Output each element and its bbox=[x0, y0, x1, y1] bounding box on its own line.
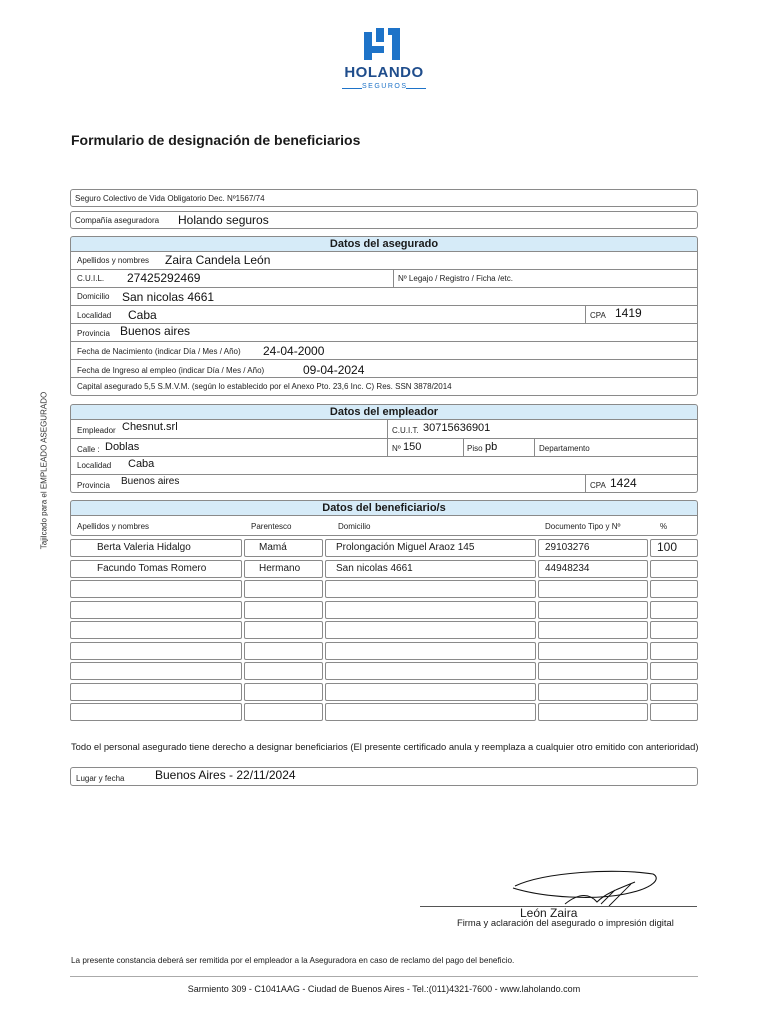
asegurado-capital-row bbox=[70, 378, 698, 396]
empleador-numero-value: 150 bbox=[403, 441, 422, 453]
beneficiario-parentesco-cell[interactable] bbox=[244, 539, 323, 557]
seguro-label: Seguro Colectivo de Vida Obligatorio Dec. Nº1567/74 bbox=[75, 194, 265, 203]
asegurado-header: Datos del asegurado bbox=[70, 236, 698, 252]
beneficiario-domicilio-cell[interactable] bbox=[325, 560, 536, 578]
empleador-piso-value: pb bbox=[485, 441, 498, 453]
asegurado-cpa-label: CPA bbox=[590, 311, 606, 320]
logo-subtitle: SEGUROS bbox=[362, 83, 408, 90]
beneficiario-documento-cell[interactable] bbox=[538, 539, 648, 557]
beneficiario-nombres-value: Facundo Tomas Romero bbox=[97, 563, 207, 574]
empleador-piso-label: Piso bbox=[467, 444, 483, 453]
beneficiario-domicilio-value: Prolongación Miguel Araoz 145 bbox=[336, 542, 475, 553]
compania-value: Holando seguros bbox=[178, 213, 269, 227]
beneficiario-nombres-cell[interactable] bbox=[70, 539, 242, 557]
beneficiario-documento-value: 44948234 bbox=[545, 563, 590, 574]
beneficiario-porcentaje-cell[interactable] bbox=[650, 662, 698, 680]
asegurado-nombres-label: Apellidos y nombres bbox=[77, 256, 150, 265]
form-title: Formulario de designación de beneficiarios bbox=[71, 132, 361, 148]
asegurado-ingreso-value: 09-04-2024 bbox=[303, 363, 365, 377]
beneficiario-nombres-cell[interactable] bbox=[70, 580, 242, 598]
side-vertical-text: Tajilcado para el EMPLEADO ASEGURADO bbox=[39, 391, 49, 550]
beneficiario-nombres-cell[interactable] bbox=[70, 560, 242, 578]
empleador-cuit-label: C.U.I.T. bbox=[392, 426, 419, 435]
col-parentesco: Parentesco bbox=[251, 522, 292, 531]
empleador-localidad-value: Caba bbox=[128, 458, 155, 470]
empleador-calle-label: Calle : bbox=[77, 445, 100, 454]
beneficiario-documento-cell[interactable] bbox=[538, 621, 648, 639]
asegurado-localidad-row[interactable] bbox=[70, 306, 698, 324]
beneficiario-documento-value: 29103276 bbox=[545, 542, 590, 553]
empleador-nombre-row[interactable] bbox=[70, 420, 698, 439]
beneficiario-parentesco-cell[interactable] bbox=[244, 580, 323, 598]
lugar-fecha-value: Buenos Aires - 22/11/2024 bbox=[155, 768, 296, 782]
empleador-numero-label: Nº bbox=[392, 444, 401, 453]
beneficiario-porcentaje-value: 100 bbox=[657, 540, 678, 554]
logo-name: HOLANDO bbox=[344, 64, 424, 81]
beneficiario-domicilio-cell[interactable] bbox=[325, 642, 536, 660]
beneficiario-documento-cell[interactable] bbox=[538, 580, 648, 598]
beneficiario-domicilio-cell[interactable] bbox=[325, 662, 536, 680]
seguro-field bbox=[70, 189, 698, 207]
asegurado-localidad-value: Caba bbox=[128, 308, 157, 322]
beneficiario-domicilio-cell[interactable] bbox=[325, 621, 536, 639]
beneficiario-domicilio-cell[interactable] bbox=[325, 683, 536, 701]
empleador-calle-value: Doblas bbox=[105, 441, 140, 453]
beneficiario-parentesco-cell[interactable] bbox=[244, 560, 323, 578]
holando-logo-mark bbox=[362, 26, 404, 62]
asegurado-cuil-row[interactable] bbox=[70, 270, 698, 288]
beneficiario-nombres-cell[interactable] bbox=[70, 683, 242, 701]
empleador-calle-row[interactable] bbox=[70, 439, 698, 457]
beneficiario-nombres-cell[interactable] bbox=[70, 703, 242, 721]
notice-text: Todo el personal asegurado tiene derecho a designar beneficiarios (El presente certificado anula y reemplaza a cualquier otro emitido con anterioridad) bbox=[71, 741, 699, 752]
signature-drawing bbox=[505, 864, 665, 912]
asegurado-nombres-value: Zaira Candela León bbox=[165, 253, 271, 267]
beneficiario-porcentaje-cell[interactable] bbox=[650, 621, 698, 639]
asegurado-capital-label: Capital asegurado 5,5 S.M.V.M. (según lo establecido por el Anexo Pto. 23,6 Inc. C) Res. SSN 3878/2014 bbox=[77, 382, 452, 391]
beneficiario-documento-cell[interactable] bbox=[538, 683, 648, 701]
asegurado-legajo-label: Nº Legajo / Registro / Ficha /etc. bbox=[398, 274, 513, 283]
beneficiario-porcentaje-cell[interactable] bbox=[650, 539, 698, 557]
empleador-provincia-row[interactable] bbox=[70, 475, 698, 493]
col-porcentaje: % bbox=[660, 522, 668, 531]
empleador-localidad-label: Localidad bbox=[77, 461, 112, 470]
beneficiario-documento-cell[interactable] bbox=[538, 560, 648, 578]
asegurado-domicilio-value: San nicolas 4661 bbox=[122, 290, 215, 304]
beneficiario-documento-cell[interactable] bbox=[538, 703, 648, 721]
col-domicilio: Domicilio bbox=[338, 522, 371, 531]
beneficiario-parentesco-value: Hermano bbox=[259, 563, 301, 574]
compania-label: Compañía aseguradora bbox=[75, 216, 160, 225]
empleador-cuit-value: 30715636901 bbox=[423, 422, 491, 434]
lugar-fecha-field[interactable] bbox=[70, 767, 698, 786]
asegurado-provincia-row[interactable] bbox=[70, 324, 698, 342]
empleador-provincia-label: Provincia bbox=[77, 481, 110, 490]
signature-name: León Zaira bbox=[520, 906, 578, 920]
asegurado-provincia-value: Buenos aires bbox=[120, 324, 191, 338]
empleador-cpa-value: 1424 bbox=[610, 476, 637, 490]
col-nombres: Apellidos y nombres bbox=[77, 522, 150, 531]
company-logo bbox=[334, 26, 434, 96]
asegurado-nombres-row[interactable] bbox=[70, 252, 698, 270]
beneficiario-parentesco-cell[interactable] bbox=[244, 601, 323, 619]
beneficiario-parentesco-cell[interactable] bbox=[244, 642, 323, 660]
empleador-cpa-label: CPA bbox=[590, 481, 606, 490]
beneficiario-nombres-value: Berta Valeria Hidalgo bbox=[97, 542, 191, 553]
asegurado-domicilio-row[interactable] bbox=[70, 288, 698, 306]
asegurado-ingreso-label: Fecha de Ingreso al empleo (indicar Día / Mes / Año) bbox=[77, 366, 265, 375]
beneficiario-domicilio-cell[interactable] bbox=[325, 580, 536, 598]
beneficiario-porcentaje-cell[interactable] bbox=[650, 601, 698, 619]
beneficiario-parentesco-cell[interactable] bbox=[244, 621, 323, 639]
beneficiario-documento-cell[interactable] bbox=[538, 642, 648, 660]
asegurado-localidad-label: Localidad bbox=[77, 311, 112, 320]
asegurado-cuil-value: 27425292469 bbox=[127, 271, 201, 285]
empleador-localidad-row[interactable] bbox=[70, 457, 698, 475]
asegurado-nacimiento-value: 24-04-2000 bbox=[263, 344, 325, 358]
asegurado-cpa-value: 1419 bbox=[615, 306, 642, 320]
beneficiario-domicilio-cell[interactable] bbox=[325, 539, 536, 557]
beneficiario-documento-cell[interactable] bbox=[538, 601, 648, 619]
asegurado-cuil-label: C.U.I.L. bbox=[77, 274, 105, 283]
asegurado-ingreso-row[interactable] bbox=[70, 360, 698, 378]
signature-caption: Firma y aclaración del asegurado o impresión digital bbox=[457, 917, 674, 928]
beneficiario-porcentaje-cell[interactable] bbox=[650, 642, 698, 660]
beneficiario-nombres-cell[interactable] bbox=[70, 642, 242, 660]
lugar-fecha-label: Lugar y fecha bbox=[76, 774, 125, 783]
col-documento: Documento Tipo y Nº bbox=[545, 522, 621, 531]
beneficiario-nombres-cell[interactable] bbox=[70, 621, 242, 639]
beneficiario-porcentaje-cell[interactable] bbox=[650, 703, 698, 721]
beneficiario-porcentaje-cell[interactable] bbox=[650, 560, 698, 578]
asegurado-provincia-label: Provincia bbox=[77, 329, 110, 338]
beneficiario-nombres-cell[interactable] bbox=[70, 662, 242, 680]
beneficiario-porcentaje-cell[interactable] bbox=[650, 683, 698, 701]
asegurado-nacimiento-row[interactable] bbox=[70, 342, 698, 360]
compania-field[interactable] bbox=[70, 211, 698, 229]
empleador-header: Datos del empleador bbox=[70, 404, 698, 420]
empleador-value: Chesnut.srl bbox=[122, 421, 178, 433]
empleador-depto-label: Departamento bbox=[539, 444, 590, 453]
empleador-provincia-value: Buenos aires bbox=[121, 476, 180, 487]
beneficiario-header: Datos del beneficiario/s bbox=[70, 500, 698, 516]
beneficiario-porcentaje-cell[interactable] bbox=[650, 580, 698, 598]
footer-divider bbox=[70, 976, 698, 977]
asegurado-nacimiento-label: Fecha de Nacimiento (indicar Día / Mes / Año) bbox=[77, 347, 241, 356]
beneficiario-parentesco-cell[interactable] bbox=[244, 683, 323, 701]
beneficiario-domicilio-cell[interactable] bbox=[325, 601, 536, 619]
footer-note: La presente constancia deberá ser remitida por el empleador a la Aseguradora en caso de reclamo del pago del beneficio. bbox=[71, 956, 515, 965]
beneficiario-parentesco-cell[interactable] bbox=[244, 703, 323, 721]
footer-address: Sarmiento 309 - C1041AAG - Ciudad de Buenos Aires - Tel.:(011)4321-7600 - www.laholando.com bbox=[187, 984, 581, 994]
beneficiario-domicilio-value: San nicolas 4661 bbox=[336, 563, 413, 574]
beneficiario-documento-cell[interactable] bbox=[538, 662, 648, 680]
empleador-label: Empleador bbox=[77, 426, 116, 435]
beneficiario-parentesco-value: Mamá bbox=[259, 542, 287, 553]
beneficiario-parentesco-cell[interactable] bbox=[244, 662, 323, 680]
beneficiario-column-header bbox=[70, 516, 698, 536]
beneficiario-nombres-cell[interactable] bbox=[70, 601, 242, 619]
asegurado-domicilio-label: Domicilio bbox=[77, 292, 110, 301]
beneficiario-domicilio-cell[interactable] bbox=[325, 703, 536, 721]
